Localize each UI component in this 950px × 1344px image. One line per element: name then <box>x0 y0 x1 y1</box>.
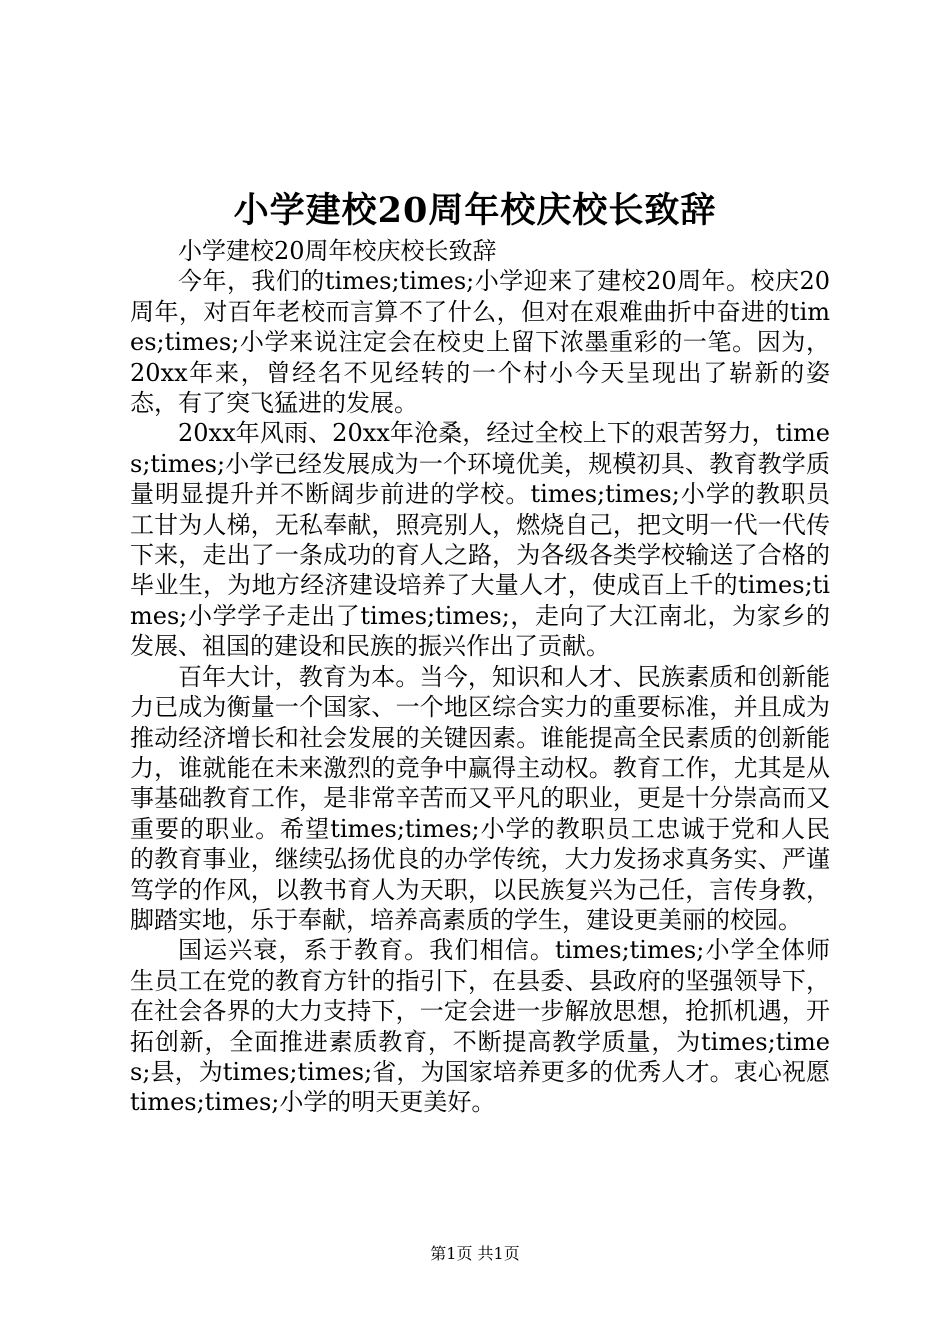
page-footer: 第1页 共1页 <box>430 1244 520 1263</box>
paragraph-4: 国运兴衰，系于教育。我们相信。times;times;小学全体师生员工在党的教育方针的指引下，在县委、县政府的坚强领导下，在社会各界的大力支持下，一定会进一步解放思想，抢抓机遇，开拓创新，全面推进素质教育，不断提高教学质量，为times;times;县，为times;times;省，为国家培养更多的优秀人才。衷心祝愿times;times;小学的明天更美好。 <box>130 936 830 1117</box>
paragraph-2: 20xx年风雨、20xx年沧桑，经过全校上下的艰苦努力，times;times;小学已经发展成为一个环境优美，规模初具、教育教学质量明显提升并不断阔步前进的学校。times;times;小学的教职员工甘为人梯，无私奉献，照亮别人，燃烧自己，把文明一代一代传下来，走出了一条成功的育人之路，为各级各类学校输送了合格的毕业生，为地方经济建设培养了大量人才，使成百上千的times;times;小学学子走出了times;times;，走向了大江南北，为家乡的发展、祖国的建设和民族的振兴作出了贡献。 <box>130 419 830 661</box>
document-body <box>130 236 830 1118</box>
paragraph-1: 今年，我们的times;times;小学迎来了建校20周年。校庆20周年，对百年老校而言算不了什么，但对在艰难曲折中奋进的times;times;小学来说注定会在校史上留下浓墨重彩的一笔。因为，20xx年来，曾经名不见经转的一个村小今天呈现出了崭新的姿态，有了突飞猛进的发展。 <box>130 267 830 418</box>
paragraph-3: 百年大计，教育为本。当今，知识和人才、民族素质和创新能力已成为衡量一个国家、一个地区综合实力的重要标准，并且成为推动经济增长和社会发展的关键因素。谁能提高全民素质的创新能力，谁就能在未来激烈的竞争中赢得主动权。教育工作，尤其是从事基础教育工作，是非常辛苦而又平凡的职业，更是十分崇高而又重要的职业。希望times;times;小学的教职员工忠诚于党和人民的教育事业，继续弘扬优良的办学传统，大力发扬求真务实、严谨笃学的作风，以教书育人为天职，以民族复兴为己任，言传身教，脚踏实地，乐于奉献，培养高素质的学生，建设更美丽的校园。 <box>130 662 830 934</box>
paragraph-subtitle: 小学建校20周年校庆校长致辞 <box>178 237 497 265</box>
page-title: 小学建校20周年校庆校长致辞 <box>233 190 717 231</box>
